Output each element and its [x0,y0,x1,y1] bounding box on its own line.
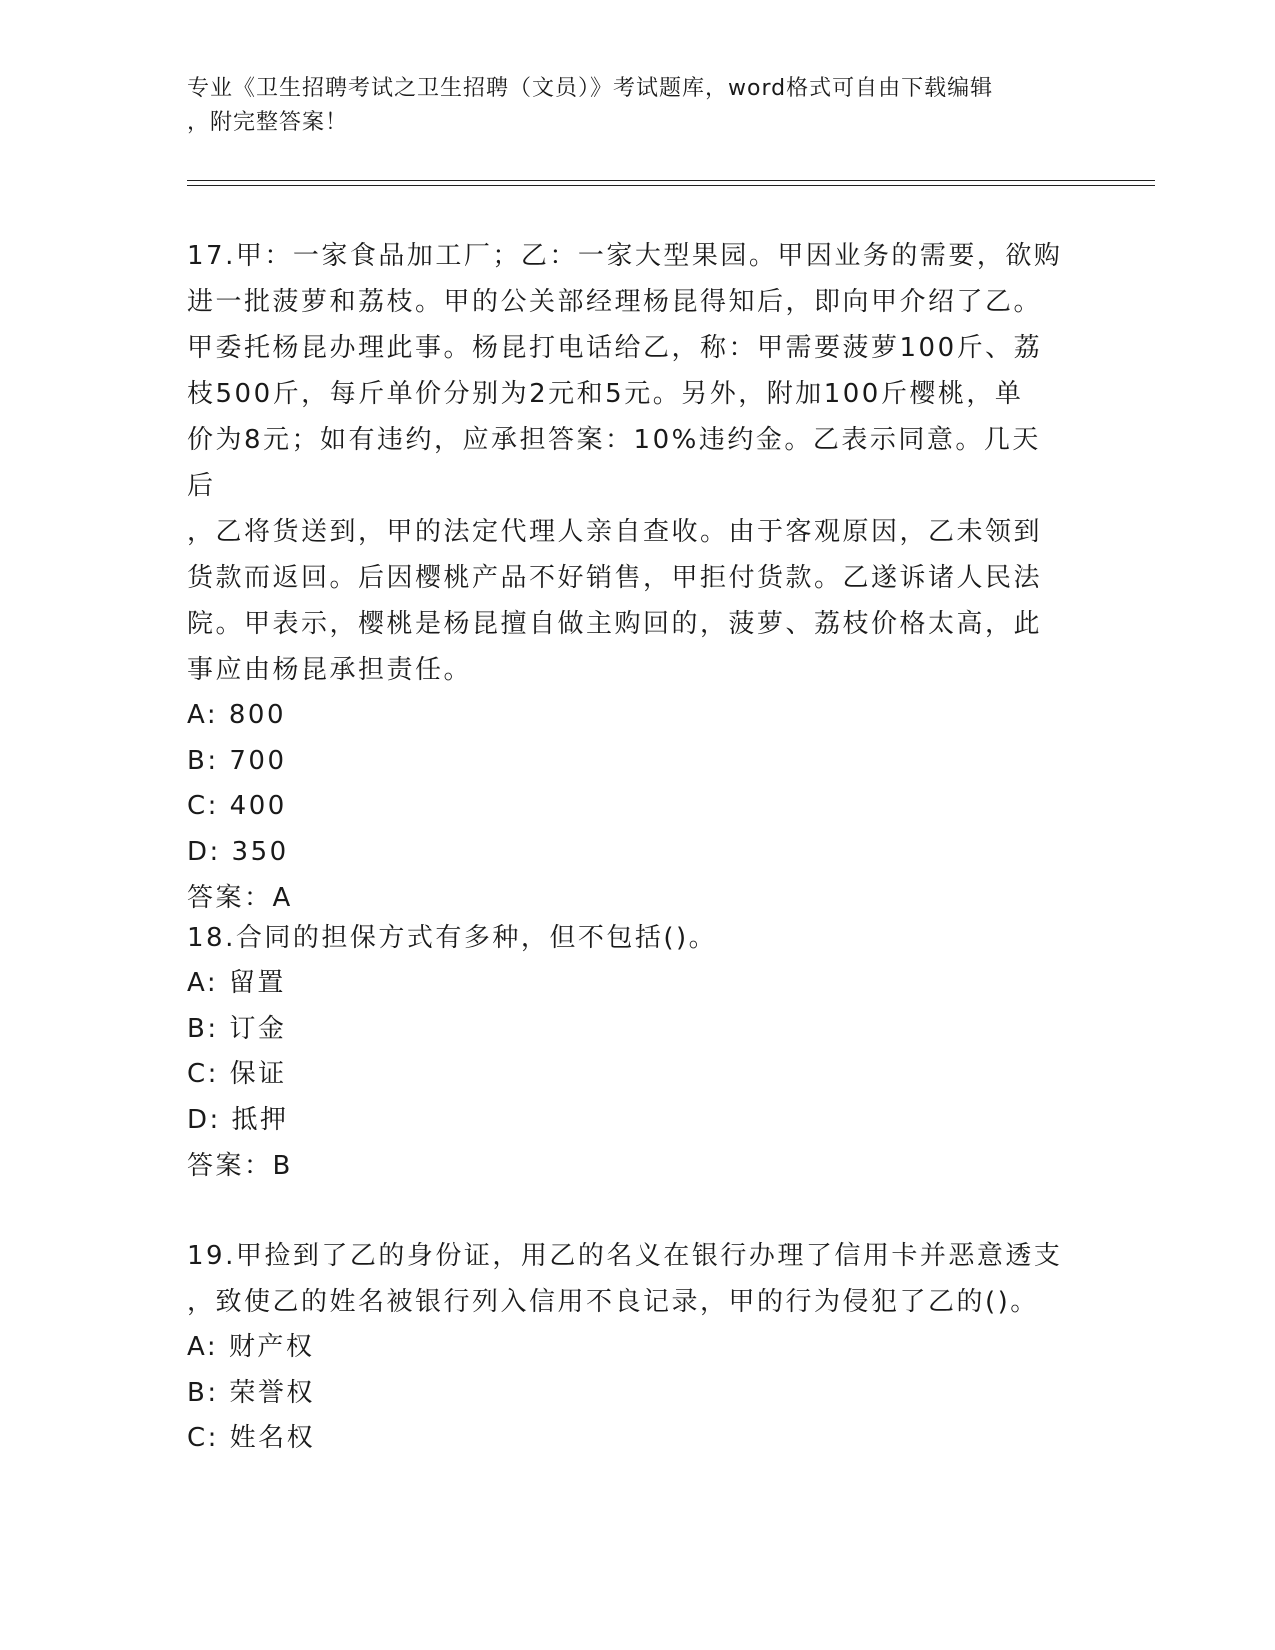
option-b: B: 700 [187,745,287,776]
option-d: D: 350 [187,836,289,867]
option-c: C: 保证 [187,1059,287,1089]
option-a: A: 800 [187,700,286,730]
option-a: A: 财产权 [187,1332,315,1362]
answer-value: B [272,1151,293,1181]
document-header: 专业《卫生招聘考试之卫生招聘（文员）》考试题库，word格式可自由下载编辑 ，附完整答案！ [187,76,994,135]
answer-line [187,1143,1067,1189]
question-stem: 19.甲捡到了乙的身份证，用乙的名义在银行办理了信用卡并恶意透支 ，致使乙的姓名被银行列入信用不良记录，甲的行为侵犯了乙的()。 [187,1241,1063,1317]
answer-value: A [272,883,293,913]
question-stem: 18.合同的担保方式有多种，但不包括()。 [187,923,718,953]
header-divider-top [187,180,1155,181]
question-17 [187,233,1067,921]
option-d: D: 抵押 [187,1104,289,1135]
option-c: C: 姓名权 [187,1423,316,1453]
answer-label: 答案： [187,1151,273,1181]
option-b: B: 订金 [187,1013,287,1044]
option-b: B: 荣誉权 [187,1377,315,1408]
question-19 [187,1233,1067,1462]
answer-label: 答案： [187,883,273,913]
question-stem: 17.甲：一家食品加工厂；乙：一家大型果园。甲因业务的需要，欲购 进一批菠萝和荔枝。甲的公关部经理杨昆得知后，即向甲介绍了乙。 甲委托杨昆办理此事。杨昆打电话给乙，称：甲需要菠萝100斤、荔 枝500斤，每斤单价分别为2元和5元。另外，附加100斤樱桃，单 价为8元；如有违约，应承担答案：10%违约金。乙表示同意。几天后 ，乙将货送到，甲的法定代理人亲自查收。由于客观原因，乙未领到 货款而返回。后因樱桃产品不好销售，甲拒付货款。乙遂诉诸人民法 院。甲表示，樱桃是杨昆擅自做主购回的，菠萝、荔枝价格太高，此 事应由杨昆承担责任。 [187,241,1063,685]
question-18 [187,915,1067,1189]
option-a: A: 留置 [187,968,286,998]
option-c: C: 400 [187,791,287,821]
header-divider-bottom [187,185,1155,186]
